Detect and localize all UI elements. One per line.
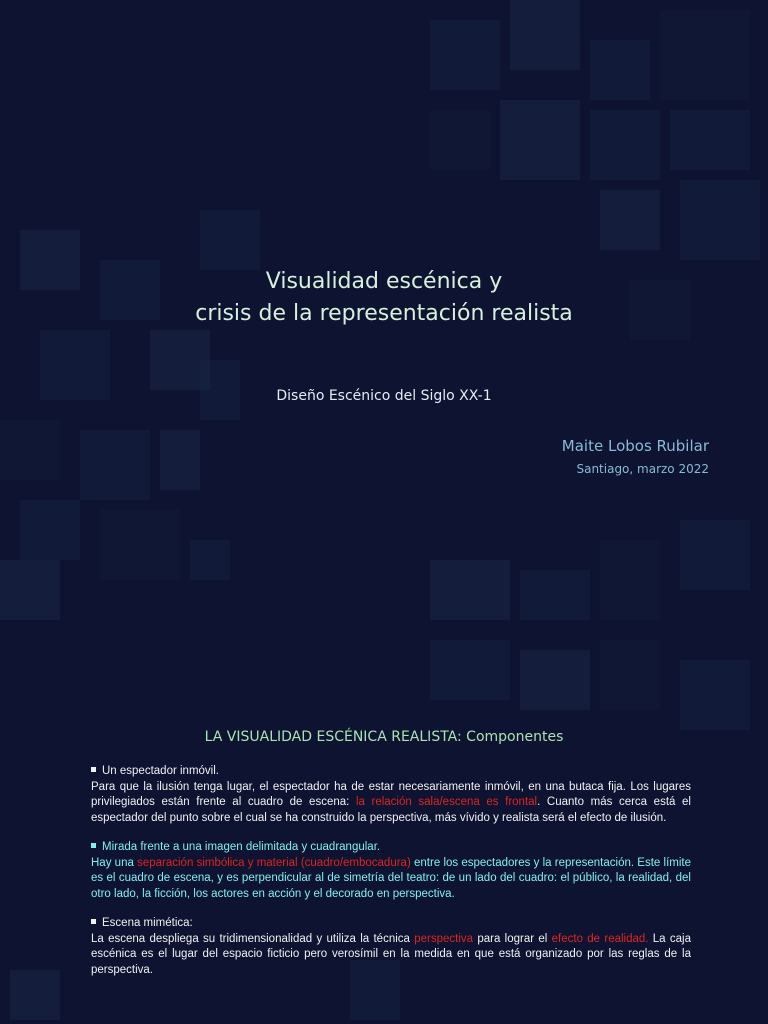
place-date: Santiago, marzo 2022 — [576, 462, 709, 476]
heading-caps: LA VISUALIDAD ESCÉNICA REALISTA: — [204, 729, 467, 745]
author-name: Maite Lobos Rubilar — [561, 437, 709, 455]
item-paragraph: Hay una separación simbólica y material (cuadro/embocadura) entre los espectadores y la representación. Este límite es el cuadro de escena, y es perpendicular al de simetría del teatro: de un lado del cuadro: el público, la realidad, del otro lado, la ficción, los actores en acción y el decorado en perspectiva. — [91, 856, 691, 900]
square-bullet-icon — [91, 919, 96, 924]
section-heading — [0, 729, 768, 745]
item-paragraph: Para que la ilusión tenga lugar, el espectador ha de estar necesariamente inmóvil, en una butaca fija. Los lugares privilegiados están frente al cuadro de escena: la relación sala/escena es frontal. Cuanto más cerca está el espectador del punto sobre el cual se ha construido la perspectiva, más vívido y realista será el efecto de ilusión. — [91, 780, 691, 824]
item-title: Un espectador inmóvil. — [102, 765, 219, 777]
item-title: Escena mimética: — [102, 917, 193, 929]
slide-title — [0, 266, 768, 330]
component-list — [91, 764, 691, 992]
highlight-text: efecto de realidad. — [551, 932, 649, 945]
list-item — [91, 764, 691, 826]
heading-rest: Componentes — [466, 729, 564, 745]
square-bullet-icon — [91, 767, 96, 772]
highlight-text: la relación sala/escena es frontal — [355, 796, 538, 808]
highlight-text: perspectiva — [414, 932, 474, 945]
title-line-2: crisis de la representación realista — [195, 301, 573, 326]
content-slide — [0, 640, 768, 1024]
item-title: Mirada frente a una imagen delimitada y cuadrangular. — [102, 841, 381, 853]
item-paragraph: La escena despliega su tridimensionalidad y utiliza la técnica perspectiva para lograr el efecto de realidad. La caja escénica es el lugar del espacio ficticio pero verosímil en la medida en que está organizado por las reglas de la perspectiva. — [91, 932, 691, 976]
square-bullet-icon — [91, 843, 96, 848]
course-subtitle: Diseño Escénico del Siglo XX-1 — [276, 388, 492, 404]
title-line-1: Visualidad escénica y — [265, 269, 503, 294]
list-item — [91, 916, 691, 978]
highlight-text: separación simbólica y material (cuadro/embocadura) — [137, 856, 411, 869]
list-item — [91, 840, 691, 902]
